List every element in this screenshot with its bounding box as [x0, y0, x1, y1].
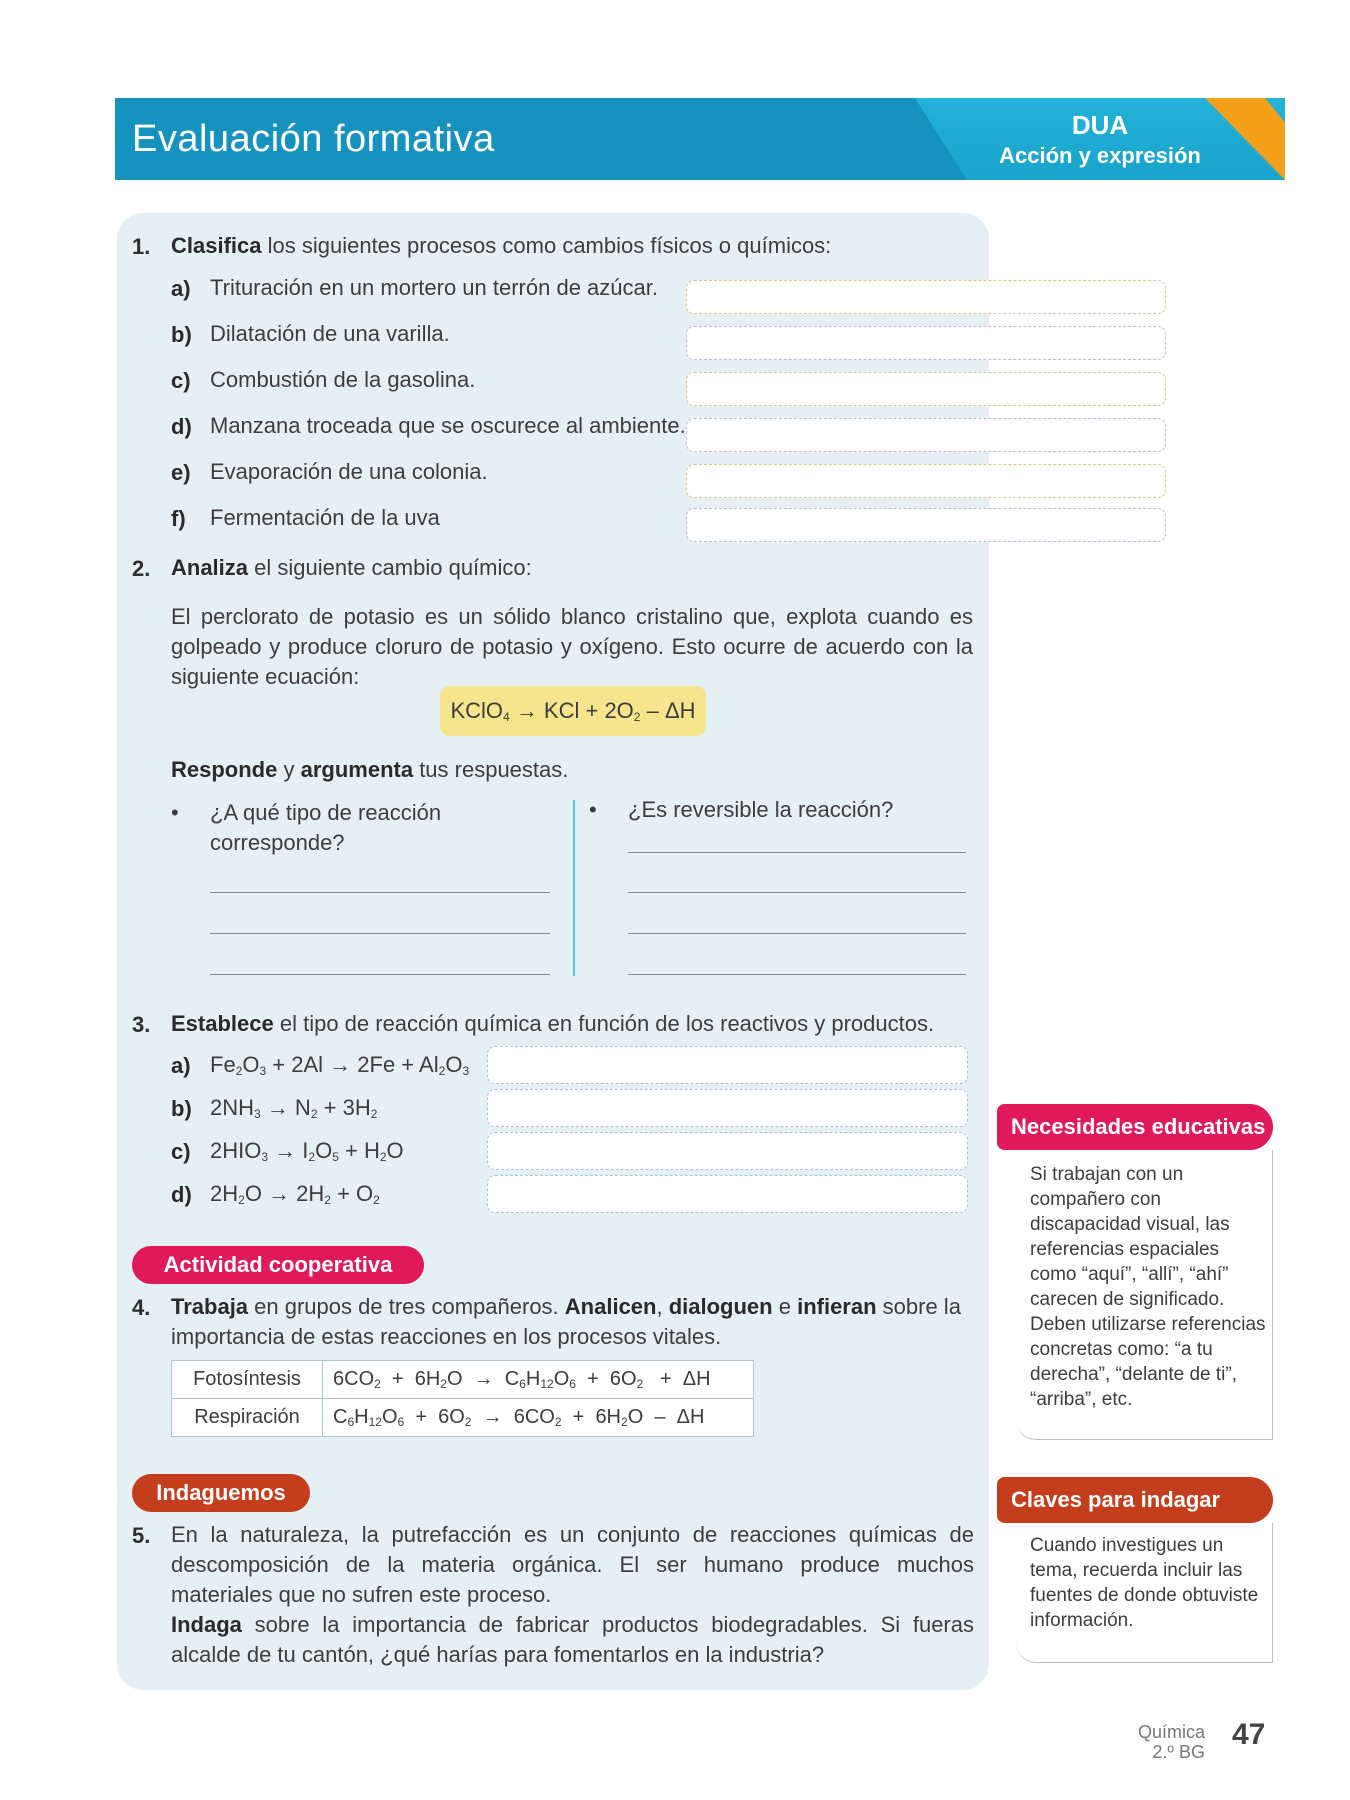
q1-item-f: Fermentación de la uva — [210, 505, 440, 530]
q1-item-a: Trituración en un mortero un terrón de azúcar. — [210, 275, 658, 300]
inquiry-keys-text: Cuando investigues un tema, recuerda incluir las fuentes de donde obtuviste información. — [1030, 1535, 1259, 1631]
q4-text4: sobre la importancia de estas reacciones en los procesos vitales. — [171, 1294, 961, 1349]
equation-kclo: KClO — [450, 698, 504, 723]
q2-respond — [171, 755, 971, 785]
q1-verb: Clasifica — [171, 233, 262, 258]
q3-label-b: b) — [171, 1096, 192, 1121]
q3-verb: Establece — [171, 1011, 274, 1036]
equation-mid: → KCl + 2O — [509, 698, 634, 723]
q4-infer: infieran — [797, 1294, 877, 1319]
inquiry-keys-header: Claves para indagar — [997, 1477, 1273, 1523]
q1-answer-c[interactable] — [686, 372, 1166, 406]
bullet-a: • — [171, 800, 179, 825]
argue-verb: argumenta — [300, 757, 414, 782]
q1-label-a: a) — [171, 276, 191, 301]
equation-box — [440, 686, 706, 736]
q5-paragraph1: En la naturaleza, la putrefacción es un conjunto de reacciones químicas de descomposición de la materia orgánica. El ser humano produce muchos materiales que no sufren este proceso. — [171, 1522, 974, 1607]
q1-rest: los siguientes procesos como cambios físicos o químicos: — [261, 233, 832, 258]
q5-verb: Indaga — [171, 1612, 242, 1637]
answer-line-a1[interactable] — [210, 892, 550, 893]
q3-reaction-d: $2H_2O \to 2H_2 + O_2$ — [210, 1181, 380, 1207]
answer-line-b1[interactable] — [628, 852, 966, 853]
q3-reaction-b: $2NH_3 \to N_2 + 3H_2$ — [210, 1095, 378, 1121]
q5-rest: sobre la importancia de fabricar productos biodegradables. Si fueras alcalde de tu cantón, ¿qué harías para fomentarlos en la industria? — [171, 1612, 974, 1667]
q2-statement — [171, 553, 971, 583]
q4-text3: e — [772, 1294, 798, 1319]
footer-subject — [1100, 1722, 1205, 1762]
row-name-photosynthesis: Fotosíntesis — [172, 1361, 323, 1399]
answer-line-b4[interactable] — [628, 974, 966, 975]
photosynthesis-equation: $6CO_2 + 6H_2O \to C_6H_{12}O_6 + 6O_2 + \Delta H$ — [323, 1361, 754, 1399]
equation-sub2: 2 — [633, 710, 641, 724]
question-divider — [573, 800, 575, 976]
q3-label-d: d) — [171, 1182, 192, 1207]
respond-verb: Responde — [171, 757, 278, 782]
respond-y: y — [277, 757, 301, 782]
q3-answer-d[interactable] — [487, 1175, 968, 1213]
q1-item-b: Dilatación de una varilla. — [210, 321, 450, 346]
q1-answer-b[interactable] — [686, 326, 1166, 360]
equation-end: – ΔH — [640, 698, 696, 723]
q2-question-a: ¿A qué tipo de reacción corresponde? — [210, 800, 442, 855]
page-number: 47 — [1232, 1718, 1266, 1751]
q4-text1: en grupos de tres compañeros. — [248, 1294, 565, 1319]
special-needs-header: Necesidades educativas — [997, 1104, 1273, 1150]
q5-paragraph2 — [171, 1610, 974, 1670]
q1-answer-d[interactable] — [686, 418, 1166, 452]
answer-line-a2[interactable] — [210, 933, 550, 934]
q4-number: 4. — [132, 1295, 151, 1320]
answer-line-b2[interactable] — [628, 892, 966, 893]
q4-text2: , — [656, 1294, 669, 1319]
q3-reaction-a: $Fe_2O_3 + 2Al \to 2Fe + Al_2O_3$ — [210, 1052, 470, 1078]
q3-label-c: c) — [171, 1139, 191, 1164]
dua-subtitle: Acción y expresión — [999, 143, 1201, 168]
q3-statement — [171, 1009, 981, 1039]
q4-work: Trabaja — [171, 1294, 249, 1319]
q2-question-b: ¿Es reversible la reacción? — [628, 797, 894, 822]
q1-item-e: Evaporación de una colonia. — [210, 459, 488, 484]
q1-answer-f[interactable] — [686, 508, 1166, 542]
respond-rest: tus respuestas. — [413, 757, 569, 782]
q3-reaction-c: $2HIO_3 \to I_2O_5 + H_2O$ — [210, 1138, 404, 1164]
q3-answer-b[interactable] — [487, 1089, 968, 1127]
q1-label-c: c) — [171, 368, 191, 393]
respiration-equation: $C_6H_{12}O_6 + 6O_2 \to 6CO_2 + 6H_2O - \Delta H$ — [323, 1399, 754, 1437]
q4-analyze: Analicen — [564, 1294, 657, 1319]
q1-label-d: d) — [171, 414, 192, 439]
q4-dialogue: dialoguen — [668, 1294, 773, 1319]
special-needs-text: Si trabajan con un compañero con discapacidad visual, las referencias espaciales como “aquí”, “allí”, “ahí” carecen de significado. Deben utilizarse referencias concretas como: “a tu derecha”, “delante de ti”, “arriba”, etc. — [1030, 1164, 1266, 1410]
answer-line-a3[interactable] — [210, 974, 550, 975]
q3-rest: el tipo de reacción química en función de los reactivos y productos. — [273, 1011, 935, 1036]
q2-paragraph: El perclorato de potasio es un sólido blanco cristalino que, explota cuando es golpeado y produce cloruro de potasio y oxígeno. Esto ocurre de acuerdo con la siguiente ecuación: — [171, 604, 973, 689]
q1-item-c: Combustión de la gasolina. — [210, 367, 476, 392]
footer-grade: 2.º BG — [1152, 1742, 1205, 1762]
answer-line-b3[interactable] — [628, 933, 966, 934]
table-row — [172, 1361, 754, 1399]
q1-label-b: b) — [171, 322, 192, 347]
row-name-respiration: Respiración — [172, 1399, 323, 1437]
q3-label-a: a) — [171, 1053, 191, 1078]
equation-sub4: 4 — [503, 710, 510, 724]
page-title: Evaluación formativa — [132, 118, 495, 160]
q2-verb: Analiza — [171, 555, 249, 580]
q2-number: 2. — [132, 556, 151, 581]
q4-statement — [171, 1292, 974, 1352]
table-row — [172, 1399, 754, 1437]
q5-number: 5. — [132, 1523, 151, 1548]
footer-subject-name: Química — [1137, 1722, 1205, 1742]
q3-answer-c[interactable] — [487, 1132, 968, 1170]
q1-item-d: Manzana troceada que se oscurece al ambiente. — [210, 413, 686, 438]
q2-rest: el siguiente cambio químico: — [248, 555, 532, 580]
q1-number: 1. — [132, 234, 151, 259]
dua-title: DUA — [1071, 110, 1129, 140]
inquiry-badge: Indaguemos — [132, 1474, 310, 1512]
reactions-table — [171, 1360, 754, 1437]
q1-label-e: e) — [171, 460, 191, 485]
q3-answer-a[interactable] — [487, 1046, 968, 1084]
q1-answer-a[interactable] — [686, 280, 1166, 314]
cooperative-activity-badge: Actividad cooperativa — [132, 1246, 424, 1284]
q1-answer-e[interactable] — [686, 464, 1166, 498]
q3-number: 3. — [132, 1012, 151, 1037]
bullet-b: • — [589, 797, 597, 822]
q1-statement — [171, 231, 971, 261]
q1-label-f: f) — [171, 506, 186, 531]
